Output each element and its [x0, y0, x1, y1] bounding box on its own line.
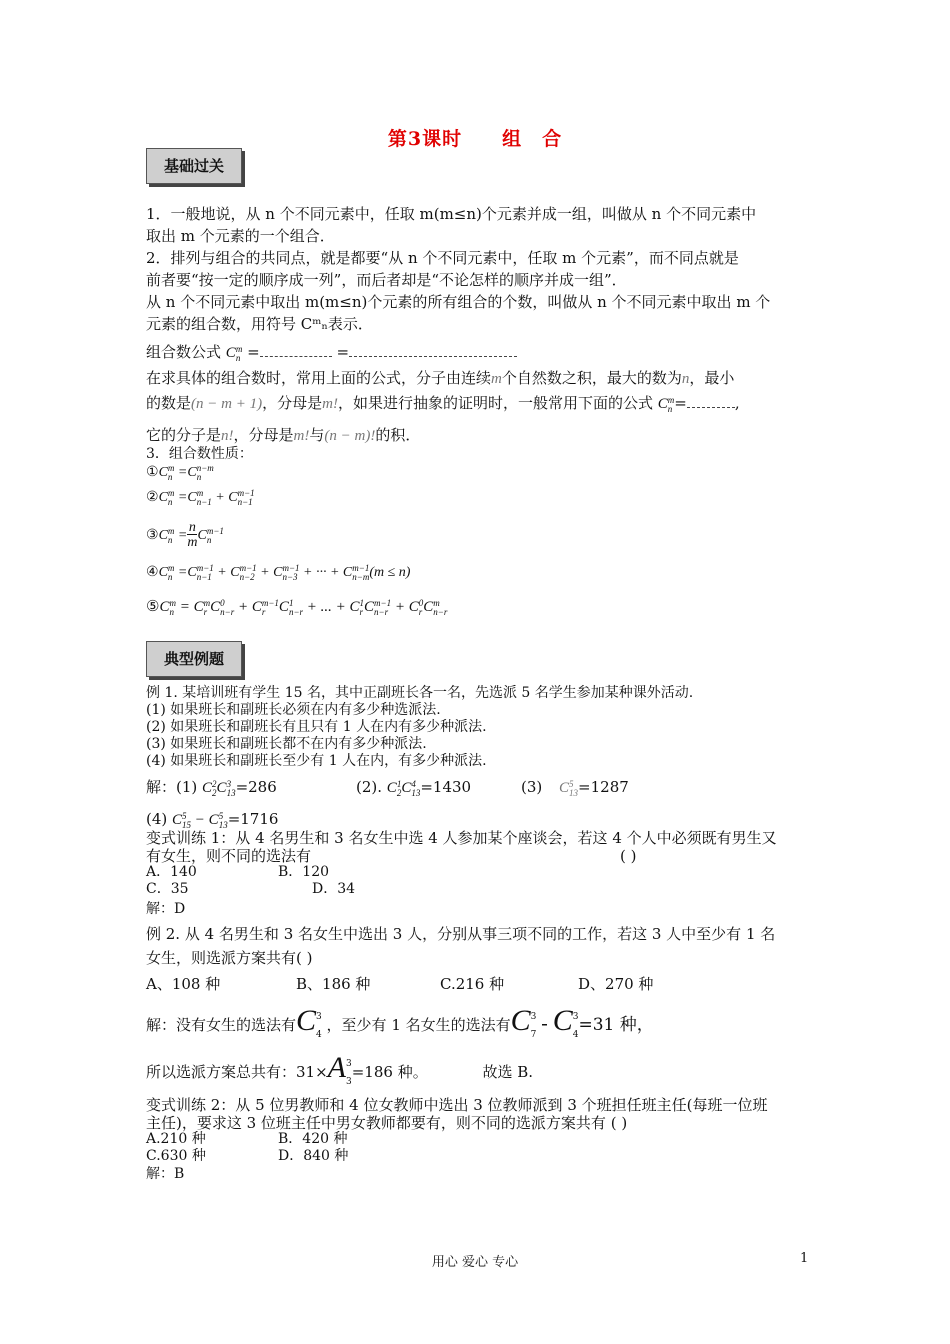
footer-text: 用心 爱心 专心 — [431, 1255, 519, 1270]
blank-2 — [349, 342, 517, 357]
variant-1-answer: 解：D — [146, 901, 186, 917]
variant-1-option-b: B．120 — [278, 864, 330, 880]
variant-1-option-c: C．35 — [146, 881, 189, 897]
variant-1-line-2: 有女生，则不同的选法有 — [146, 847, 312, 865]
example-2-option-a: A、108 种 — [146, 975, 221, 993]
paragraph-2-line-3: 从 n 个不同元素中取出 m(m≤n)个元素的所有组合的个数，叫做从 n 个不同元素中取出 m 个 — [146, 293, 771, 311]
variant-1-line-1: 变式训练 1：从 4 名男生和 3 名女生中选 4 人参加某个座谈会，若这 4 个人中必须既有男生又 — [146, 829, 777, 847]
paragraph-3-line-1: 在求具体的组合数时，常用上面的公式，分子由连续m个自然数之积，最大的数为n，最小 — [146, 369, 735, 387]
example-2-solution-line-1: 解：没有女生的选法有C3 4 ，至少有 1 名女生的选法有C3 7 - C3 4=31 种， — [146, 1004, 654, 1040]
paragraph-3-line-2: 的数是(n − m + 1)，分母是m!，如果进行抽象的证明时，一般常用下面的公式 Cm n = , — [146, 394, 740, 414]
variant-1-option-d: D．34 — [312, 881, 356, 897]
example-1-solution-4: (4) C5 15 − C5 13=1716 — [146, 810, 279, 830]
property-1: ①Cm n =Cn−m n — [146, 462, 214, 482]
example-1-q2: (2) 如果班长和副班长有且只有 1 人在内有多少种派法. — [146, 719, 487, 735]
example-1-q4: (4) 如果班长和副班长至少有 1 人在内，有多少种派法. — [146, 753, 487, 769]
page-title: 第3课时 组 合 — [387, 128, 563, 150]
example-1-q1: (1) 如果班长和副班长必须在内有多少种选派法. — [146, 702, 441, 718]
property-3: ③Cm $n =\frac{n}{m}Cm-1$ n — [146, 520, 224, 550]
paragraph-3-line-3: 它的分子是n!，分母是m!与(n − m)!的积． — [146, 426, 421, 444]
example-2-line-2: 女生，则选派方案共有( ) — [146, 949, 313, 967]
variant-2-option-a: A.210 种 — [146, 1131, 206, 1147]
variant-1-answer-paren: ( ) — [620, 847, 637, 865]
properties-title: 3．组合数性质： — [146, 446, 253, 462]
example-2-option-d: D、270 种 — [578, 975, 654, 993]
property-5: ⑤Cm n = Cm r C0 n−r + Cm−1 r C1 n−r + ... + C1 rCm−1 n−r + C0 rCm n−r — [146, 597, 448, 617]
paragraph-2-line-1: 2．排列与组合的共同点，就是都要“从 n 个不同元素中，任取 m 个元素”，而不同点就是 — [146, 249, 739, 267]
variant-2-option-d: D．840 种 — [278, 1148, 349, 1164]
example-2-option-b: B、186 种 — [296, 975, 371, 993]
example-1-solution-3: (3) C5 13=1287 — [521, 778, 629, 798]
example-2-line-1: 例 2. 从 4 名男生和 3 名女生中选出 3 人，分别从事三项不同的工作，若这 3 人中至少有 1 名 — [146, 925, 776, 943]
variant-2-answer: 解：B — [146, 1166, 185, 1182]
section-heading-examples: 典型例题 — [146, 641, 242, 677]
variant-2-line-1: 变式训练 2：从 5 位男教师和 4 位女教师中选出 3 位教师派到 3 个班担任班主任(每班一位班 — [146, 1096, 768, 1114]
property-2: ②Cm n =Cm n−1 + Cm−1 n−1 — [146, 487, 255, 507]
paragraph-1-line-2: 取出 m 个元素的一个组合． — [146, 227, 335, 245]
example-1-solution-2: (2). C1 2C4 13=1430 — [356, 778, 472, 798]
blank-1 — [260, 342, 332, 357]
property-4: ④Cm n =Cm−1 n−1 + Cm−1 n−2 + Cm−1 n−3 + ··· + Cm−1 n−m(m ≤ n) — [146, 562, 411, 582]
variant-2-line-2: 主任)，要求这 3 位班主任中男女教师都要有，则不同的选派方案共有 ( ) — [146, 1114, 628, 1132]
variant-2-option-b: B．420 种 — [278, 1131, 348, 1147]
example-1-stem: 例 1. 某培训班有学生 15 名，其中正副班长各一名，先选派 5 名学生参加某种课外活动. — [146, 685, 694, 701]
paragraph-2-line-4: 元素的组合数，用符号 Cᵐₙ表示． — [146, 315, 373, 333]
example-1-solution: 解：(1) C2 2C3 13=286 — [146, 778, 277, 798]
example-2-option-c: C.216 种 — [440, 975, 505, 993]
variant-2-option-c: C.630 种 — [146, 1148, 206, 1164]
combination-symbol: Cm n — [225, 343, 243, 363]
formula-label: 组合数公式 — [146, 343, 222, 361]
variant-1-option-a: A．140 — [146, 864, 197, 880]
example-2-solution-line-2: 所以选派方案总共有：31×A3 3=186 种。 故选 B. — [146, 1051, 534, 1087]
example-1-q3: (3) 如果班长和副班长都不在内有多少种派法. — [146, 736, 427, 752]
paragraph-2-line-2: 前者要“按一定的顺序成一列”，而后者却是“不论怎样的顺序并成一组”． — [146, 271, 627, 289]
section-heading-basics: 基础过关 — [146, 148, 242, 184]
page-number: 1 — [800, 1251, 809, 1266]
formula-line: 组合数公式 Cm n = = — [146, 341, 517, 364]
paragraph-1-line-1: 1．一般地说，从 n 个不同元素中，任取 m(m≤n)个元素并成一组，叫做从 n 个不同元素中 — [146, 205, 757, 223]
